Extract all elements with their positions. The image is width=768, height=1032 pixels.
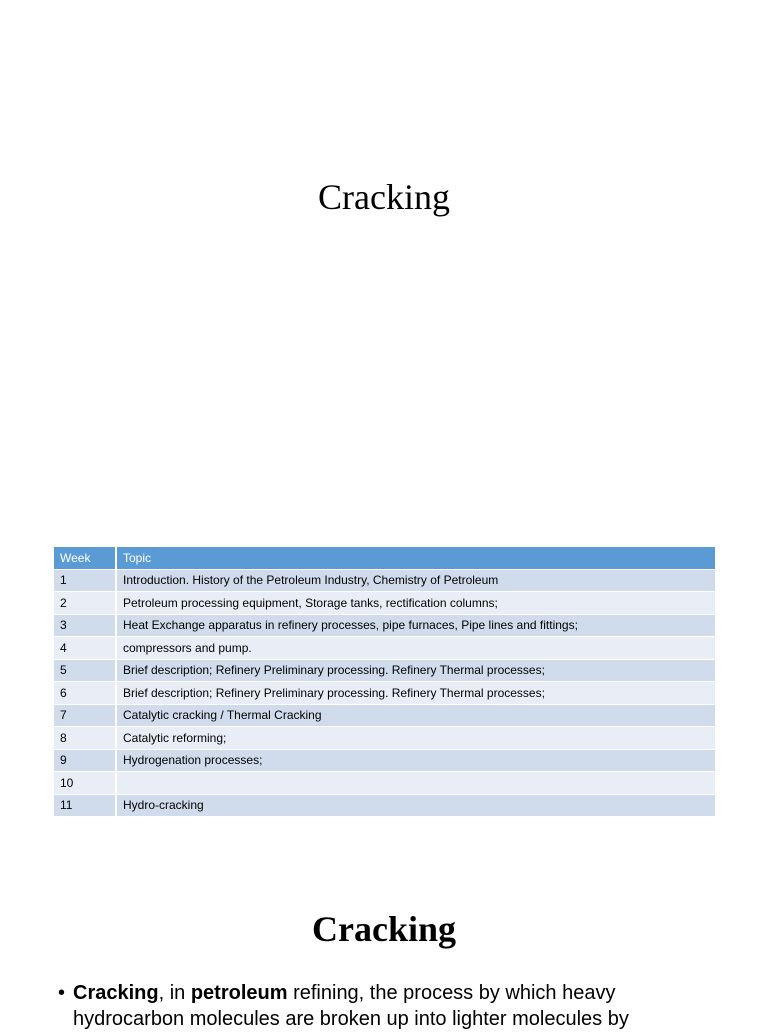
week-cell: 9 <box>54 749 116 772</box>
bullet-item <box>58 980 698 1032</box>
week-cell: 1 <box>54 569 116 592</box>
table-body <box>54 569 715 817</box>
slide-title: Cracking <box>318 177 450 217</box>
topic-cell: Petroleum processing equipment, Storage tanks, rectification columns; <box>116 592 715 615</box>
topic-cell: Catalytic cracking / Thermal Cracking <box>116 704 715 727</box>
bullet-text-continued: refining, the process by which heavy hydrocarbon molecules are broken up into lighter molecules by <box>73 982 629 1030</box>
table-row <box>54 614 715 637</box>
section-title: Cracking <box>312 909 456 949</box>
topic-cell: Brief description; Refinery Preliminary processing. Refinery Thermal processes; <box>116 682 715 705</box>
course-schedule-table <box>54 547 715 817</box>
table-row <box>54 569 715 592</box>
topic-cell: Introduction. History of the Petroleum Industry, Chemistry of Petroleum <box>116 569 715 592</box>
table-row <box>54 637 715 660</box>
week-cell: 4 <box>54 637 116 660</box>
week-cell: 5 <box>54 659 116 682</box>
bullet-text: , in <box>158 982 191 1004</box>
table-row <box>54 794 715 817</box>
topic-cell: Hydrogenation processes; <box>116 749 715 772</box>
topic-cell: Brief description; Refinery Preliminary processing. Refinery Thermal processes; <box>116 659 715 682</box>
table-row <box>54 772 715 795</box>
topic-cell <box>116 772 715 795</box>
topic-cell: Catalytic reforming; <box>116 727 715 750</box>
table-row <box>54 592 715 615</box>
topic-cell: compressors and pump. <box>116 637 715 660</box>
topic-cell: Hydro-cracking <box>116 794 715 817</box>
week-column-header: Week <box>54 547 116 569</box>
week-cell: 2 <box>54 592 116 615</box>
table-row <box>54 659 715 682</box>
week-cell: 11 <box>54 794 116 817</box>
table-row <box>54 749 715 772</box>
bold-term-cracking: Cracking <box>73 982 159 1004</box>
table-header-row <box>54 547 715 569</box>
week-cell: 3 <box>54 614 116 637</box>
topic-column-header: Topic <box>116 547 715 569</box>
week-cell: 8 <box>54 727 116 750</box>
topic-cell: Heat Exchange apparatus in refinery processes, pipe furnaces, Pipe lines and fittings; <box>116 614 715 637</box>
bullet-list <box>58 980 698 1032</box>
week-cell: 10 <box>54 772 116 795</box>
week-cell: 7 <box>54 704 116 727</box>
bold-term-petroleum: petroleum <box>190 982 288 1004</box>
table-row <box>54 682 715 705</box>
table-row <box>54 727 715 750</box>
week-cell: 6 <box>54 682 116 705</box>
table-row <box>54 704 715 727</box>
